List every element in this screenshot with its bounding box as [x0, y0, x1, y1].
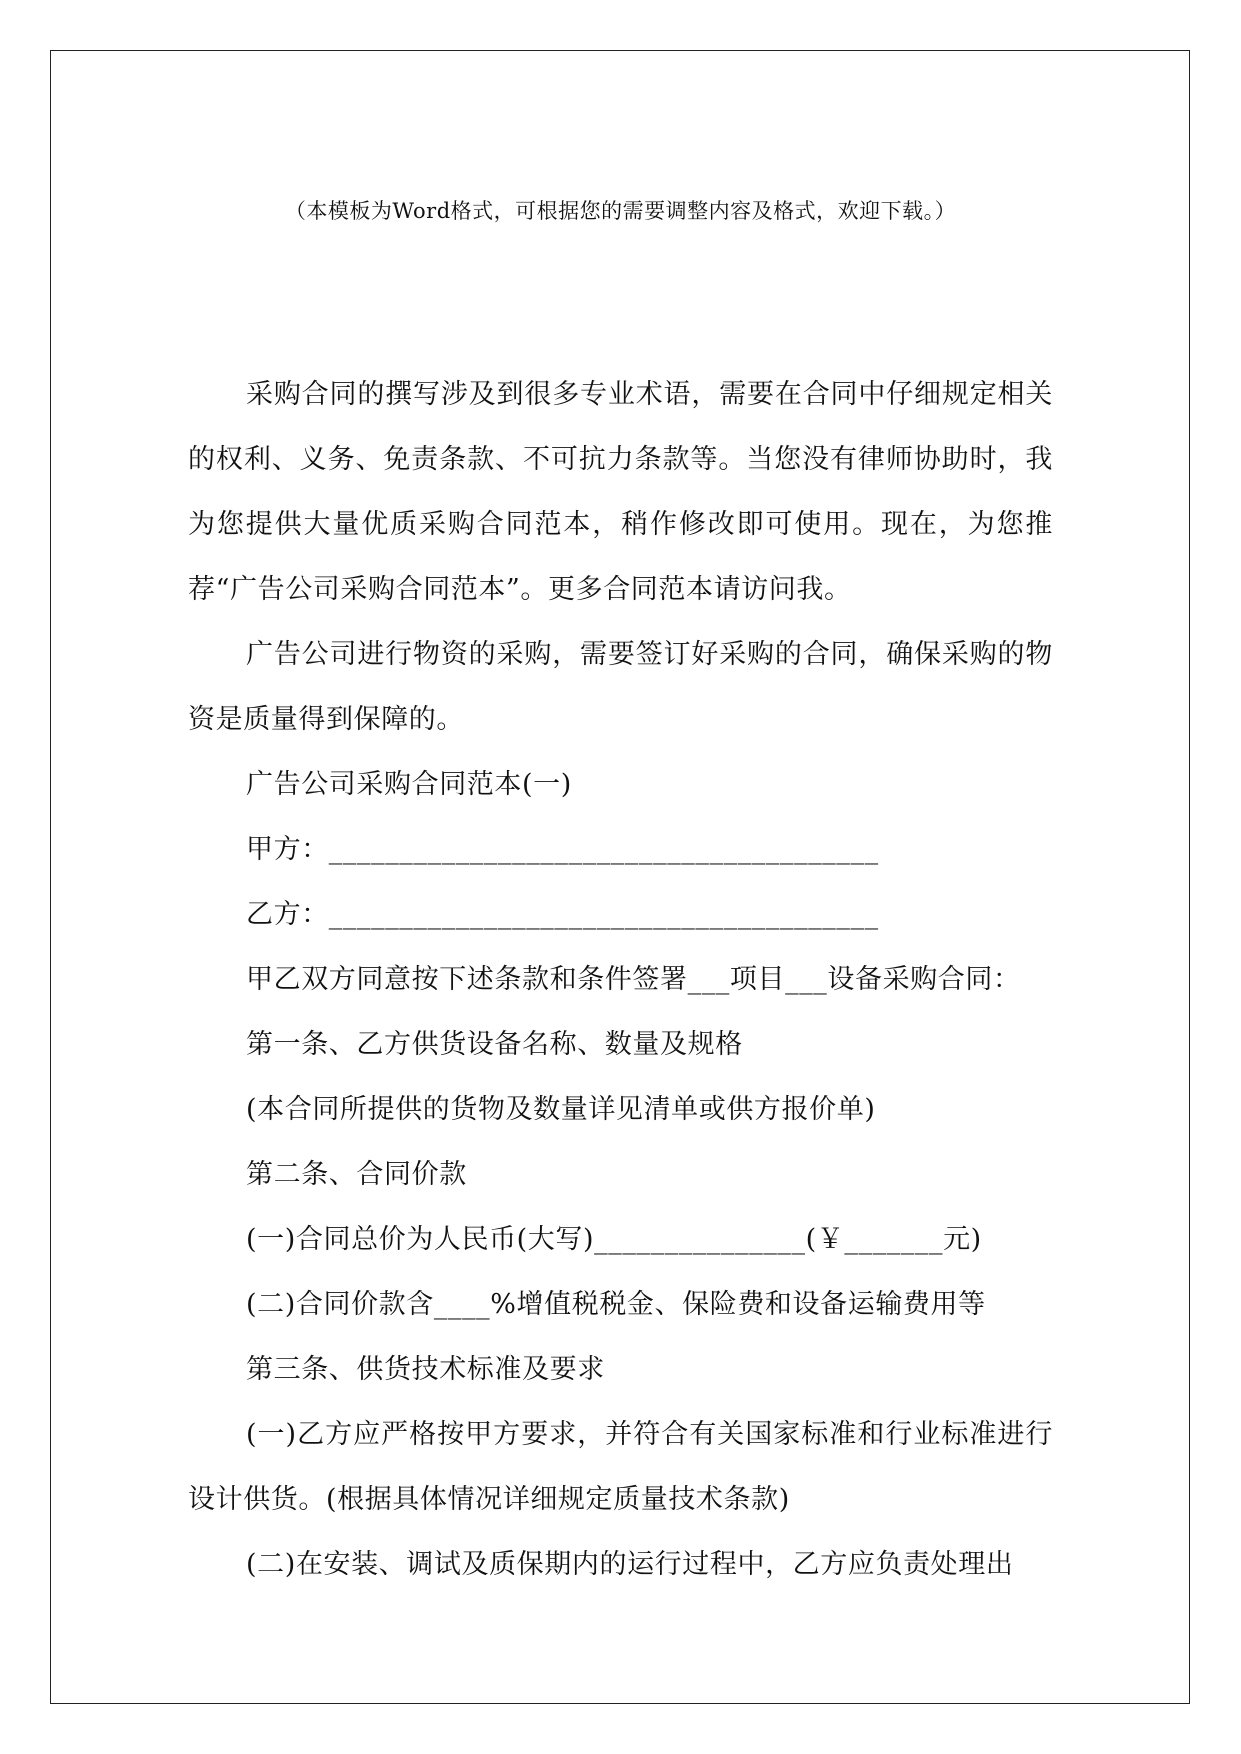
intro-paragraph: 采购合同的撰写涉及到很多专业术语，需要在合同中仔细规定相关的权利、义务、免责条款、不可抗力条款等。当您没有律师协助时，我为您提供大量优质采购合同范本，稍作修改即可使用。现在，为您推荐“广告公司采购合同范本”。更多合同范本请访问我。 — [188, 379, 1053, 605]
article-2-clause-2: (二)合同价款含____%增值税税金、保险费和设备运输费用等 — [246, 1289, 986, 1320]
article-2-heading: 第二条、合同价款 — [246, 1159, 467, 1190]
contract-title: 广告公司采购合同范本(一) — [246, 769, 572, 800]
agreement-statement: 甲乙双方同意按下述条款和条件签署___项目___设备采购合同： — [246, 964, 1021, 995]
article-1-note: (本合同所提供的货物及数量详见清单或供方报价单) — [246, 1094, 876, 1125]
template-note: （本模板为Word格式，可根据您的需要调整内容及格式，欢迎下载。） — [284, 199, 957, 223]
article-3-clause-1: (一)乙方应严格按甲方要求，并符合有关国家标准和行业标准进行设计供货。(根据具体情况详细规定质量技术条款) — [188, 1419, 1053, 1515]
article-2-clause-1: (一)合同总价为人民币(大写)_______________(￥_______元) — [246, 1224, 982, 1255]
article-3-heading: 第三条、供货技术标准及要求 — [246, 1354, 605, 1385]
party-b-line: 乙方：_______________________________________ — [246, 899, 879, 930]
document-body — [188, 362, 1053, 1597]
party-a-line: 甲方：_______________________________________ — [246, 834, 879, 865]
purpose-paragraph: 广告公司进行物资的采购，需要签订好采购的合同，确保采购的物资是质量得到保障的。 — [188, 639, 1053, 735]
article-1-heading: 第一条、乙方供货设备名称、数量及规格 — [246, 1029, 743, 1060]
article-3-clause-2: (二)在安装、调试及质保期内的运行过程中，乙方应负责处理出 — [246, 1549, 1014, 1580]
